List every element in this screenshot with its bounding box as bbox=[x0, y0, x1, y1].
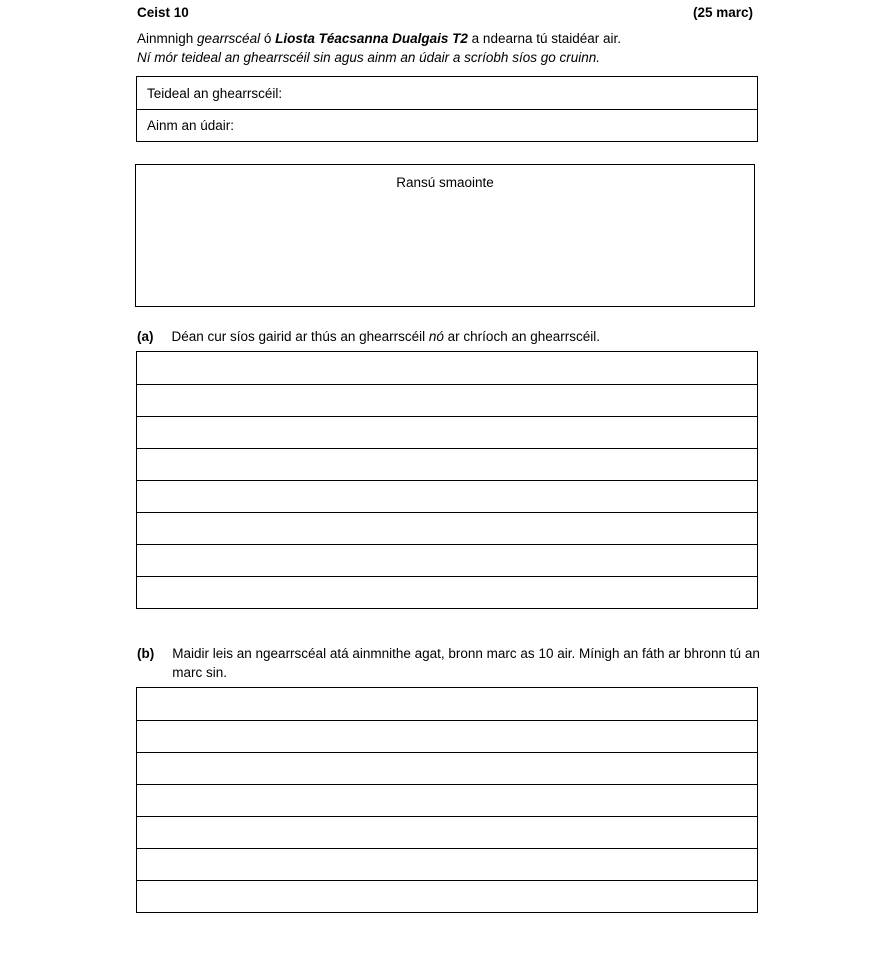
part-a-answer-line[interactable] bbox=[137, 448, 757, 480]
part-b-label: (b) bbox=[137, 646, 155, 661]
part-a-answer-line[interactable] bbox=[137, 480, 757, 512]
author-name-label: Ainm an údair: bbox=[147, 118, 235, 133]
story-title-label: Teideal an ghearrscéil: bbox=[147, 85, 283, 101]
instruction-line-2: Ní mór teideal an ghearrscéil sin agus ainm an údair a scríobh síos go cruinn. bbox=[137, 50, 600, 65]
part-a-text-or: nó bbox=[428, 329, 444, 344]
part-b-answer-lines[interactable] bbox=[136, 687, 758, 913]
brainstorm-title: Ransú smaointe bbox=[396, 175, 494, 190]
part-a-question bbox=[137, 327, 600, 346]
part-a-answer-line[interactable] bbox=[137, 416, 757, 448]
part-a-answer-line[interactable] bbox=[137, 544, 757, 576]
part-a-answer-lines[interactable] bbox=[136, 351, 758, 609]
part-b-answer-line[interactable] bbox=[137, 848, 757, 880]
instruction-text-start: Ainmnigh bbox=[137, 31, 198, 46]
part-a-answer-line[interactable] bbox=[137, 384, 757, 416]
author-name-field[interactable] bbox=[137, 109, 757, 141]
part-b-answer-line[interactable] bbox=[137, 784, 757, 816]
part-a-label: (a) bbox=[137, 329, 154, 344]
part-b-answer-line[interactable] bbox=[137, 688, 757, 720]
part-a-text bbox=[172, 327, 601, 346]
story-title-field[interactable] bbox=[137, 77, 757, 109]
brainstorm-box[interactable] bbox=[135, 164, 755, 307]
part-a-text-end: ar chríoch an ghearrscéil. bbox=[443, 329, 600, 344]
part-a-text-start: Déan cur síos gairid ar thús an ghearrscéil bbox=[171, 329, 429, 344]
story-info-table bbox=[136, 76, 758, 142]
part-b-text: Maidir leis an ngearrscéal atá ainmnithe agat, bronn marc as 10 air. Mínigh an fáth ar bhronn tú an marc sin. bbox=[172, 646, 760, 680]
instruction-gearrsceal: gearrscéal bbox=[197, 31, 261, 46]
instruction-text-o: ó bbox=[260, 31, 276, 46]
part-b-question bbox=[137, 644, 762, 682]
instruction-line-1 bbox=[137, 31, 621, 46]
part-b-answer-line[interactable] bbox=[137, 816, 757, 848]
part-b-answer-line[interactable] bbox=[137, 720, 757, 752]
part-a-answer-line[interactable] bbox=[137, 512, 757, 544]
instruction-text-list: Liosta Téacsanna Dualgais T2 bbox=[275, 31, 468, 46]
instruction-text-end: a ndearna tú staidéar air. bbox=[467, 31, 622, 46]
question-marks: (25 marc) bbox=[693, 5, 754, 20]
part-b-answer-line[interactable] bbox=[137, 752, 757, 784]
question-number: Ceist 10 bbox=[137, 5, 189, 20]
part-b-answer-line[interactable] bbox=[137, 880, 757, 912]
part-a-answer-line[interactable] bbox=[137, 352, 757, 384]
part-a-answer-line[interactable] bbox=[137, 576, 757, 608]
